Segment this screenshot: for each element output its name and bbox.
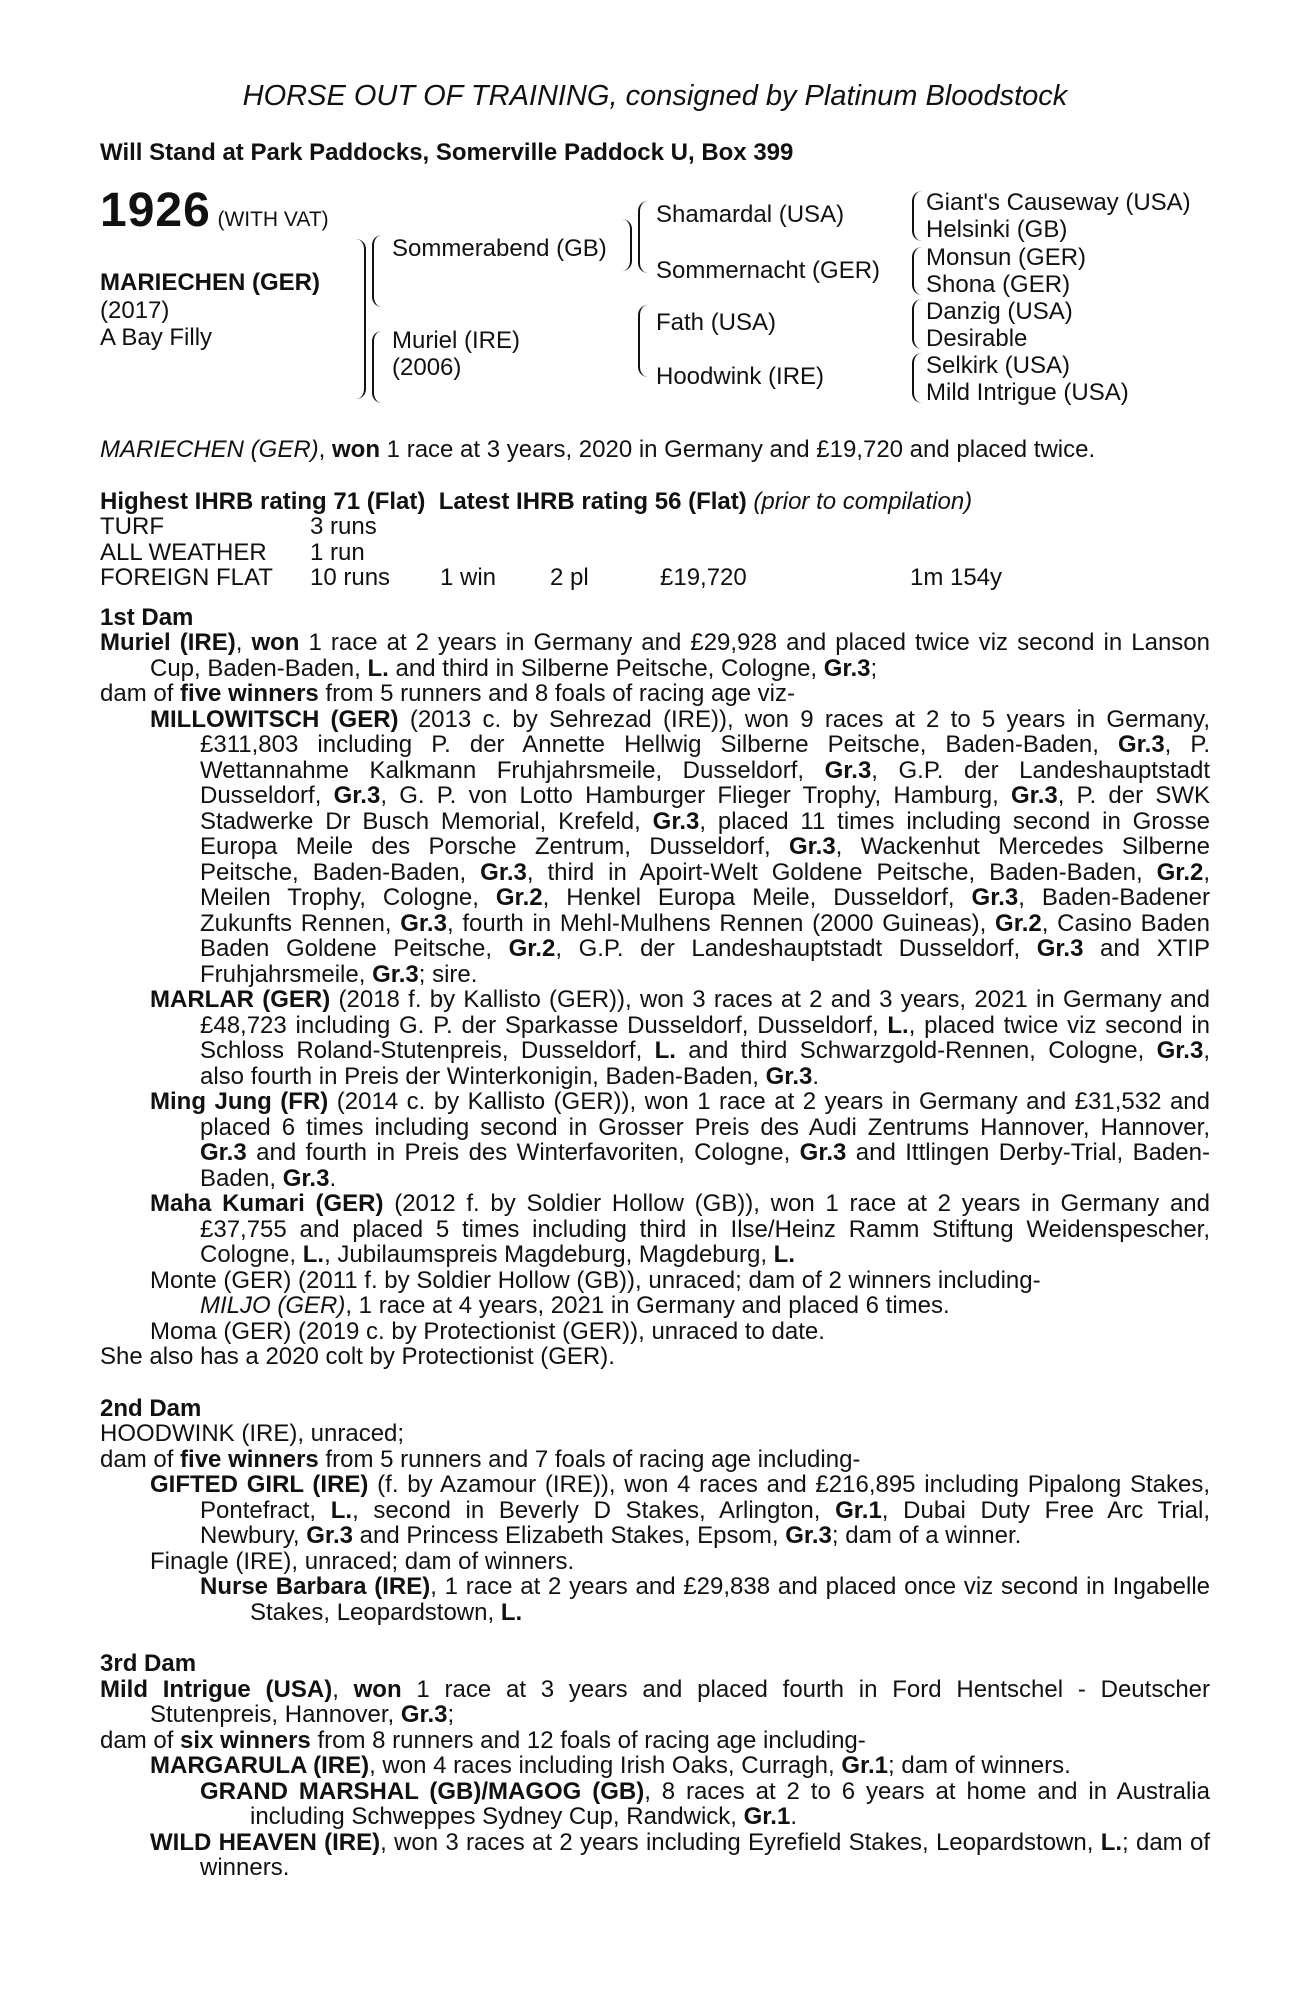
produce-entry: WILD HEAVEN (IRE), won 3 races at 2 years including Eyrefield Stakes, Leopardstown, L.; dam of winners. <box>150 1828 1210 1881</box>
brace <box>912 247 924 295</box>
produce-entry: Finagle (IRE), unraced; dam of winners. <box>150 1547 575 1575</box>
produce-subentry: Nurse Barbara (IRE), 1 race at 2 years and £29,838 and placed once viz second in Ingabelle Stakes, Leopardstown, L. <box>200 1573 1210 1626</box>
brace <box>638 201 652 273</box>
horse-desc: A Bay Filly <box>100 324 213 351</box>
brace <box>372 235 386 307</box>
ratings-table <box>100 514 1210 591</box>
dam1-produce-summary: dam of five winners from 5 runners and 8 foals of racing age viz- <box>100 680 796 707</box>
dam: Muriel (IRE) <box>392 327 521 354</box>
produce-subentry: GRAND MARSHAL (GB)/MAGOG (GB), 8 races at 2 to 6 years at home and in Australia including Schweppes Sydney Cup, Randwick, Gr.1. <box>200 1777 1210 1830</box>
produce-subentry: MILJO (GER), 1 race at 4 years, 2021 in Germany and placed 6 times. <box>200 1292 950 1319</box>
dam3-title: 3rd Dam <box>100 1650 197 1677</box>
produce-entry: MARGARULA (IRE), won 4 races including Irish Oaks, Curragh, Gr.1; dam of winners. <box>150 1752 1071 1779</box>
dam2-title: 2nd Dam <box>100 1394 202 1422</box>
brace <box>912 191 924 241</box>
dam1-title: 1st Dam <box>100 603 194 631</box>
stand-location: Will Stand at Park Paddocks, Somerville Paddock U, Box 399 <box>100 139 794 166</box>
vat-label: (WITH VAT) <box>217 208 329 231</box>
dss: Danzig (USA) <box>926 298 1073 325</box>
horse-name: MARIECHEN (GER) <box>100 269 320 296</box>
sss: Giant's Causeway (USA) <box>926 189 1191 216</box>
sire-sire: Shamardal (USA) <box>656 201 845 228</box>
ratings-row: ALL WEATHER 1 run <box>100 538 365 566</box>
brace <box>350 239 366 399</box>
produce-entry: Moma (GER) (2019 c. by Protectionist (GER)), unraced to date. <box>150 1317 825 1345</box>
brace <box>912 353 924 403</box>
produce-entry: Ming Jung (FR) (2014 c. by Kallisto (GER)), won 1 race at 2 years in Germany and £31,532 and placed 6 times including second in Grosser Preis des Audi Zentrums Hannover, Hannover, Gr.3 and fourth in Preis des Winterfavoriten, Cologne, Gr.3 and Ittlingen Derby-Trial, Baden-Baden, Gr.3. <box>150 1088 1210 1192</box>
page-heading: HORSE OUT OF TRAINING, consigned by Platinum Bloodstock <box>242 80 1068 112</box>
produce-entry: Maha Kumari (GER) (2012 f. by Soldier Hollow (GB)), won 1 race at 2 years in Germany and £37,755 and placed 5 times including third in Ilse/Heinz Ramm Stiftung Weidenspescher, Cologne, L., Jubilaumspreis Magdeburg, Magdeburg, L. <box>150 1190 1210 1268</box>
sdd: Shona (GER) <box>926 271 1071 298</box>
ratings-line: Highest IHRB rating 71 (Flat) Latest IHRB rating 56 (Flat) (prior to compilation) <box>100 487 973 515</box>
catalogue-page <box>100 80 1210 1881</box>
horse-year: (2017) <box>100 297 170 324</box>
dam2-produce-summary: dam of five winners from 5 runners and 7 foals of racing age including- <box>100 1445 861 1473</box>
dam3-produce-summary: dam of six winners from 8 runners and 12 foals of racing age including- <box>100 1726 866 1754</box>
sire-dam: Sommernacht (GER) <box>656 257 881 284</box>
brace <box>618 219 632 271</box>
dam-sire: Fath (USA) <box>656 309 777 336</box>
dam3-record: Mild Intrigue (USA), won 1 race at 3 years and placed fourth in Ford Hentschel - Deutscher Stutenpreis, Hannover, Gr.3; <box>100 1675 1211 1728</box>
brace <box>638 305 652 377</box>
lot-number: 1926 <box>100 184 211 237</box>
produce-entry: MILLOWITSCH (GER) (2013 c. by Sehrezad (IRE)), won 9 races at 2 to 5 years in Germany, £311,803 including P. der Annette Hellwig Silberne Peitsche, Baden-Baden, Gr.3, P. Wettannahme Kalkmann Fruhjahrsmeile, Dusseldorf, Gr.3, G.P. der Landeshauptstadt Dusseldorf, Gr.3, G. P. von Lotto Hamburger Flieger Trophy, Hamburg, Gr.3, P. der SWK Stadwerke Dr Busch Memorial, Krefeld, Gr.3, placed 11 times including second in Grosse Europa Meile des Porsche Zentrum, Dusseldorf, Gr.3, Wackenhut Mercedes Silberne Peitsche, Baden-Baden, Gr.3, third in Apoirt-Welt Goldene Peitsche, Baden-Baden, Gr.2, Meilen Trophy, Cologne, Gr.2, Henkel Europa Meile, Dusseldorf, Gr.3, Baden-Badener Zukunfts Rennen, Gr.3, fourth in Mehl-Mulhens Rennen (2000 Guineas), Gr.2, Casino Baden Baden Goldene Peitsche, Gr.2, G.P. der Landeshauptstadt Dusseldorf, Gr.3 and XTIP Fruhjahrsmeile, Gr.3; sire. <box>150 705 1211 988</box>
produce-note: She also has a 2020 colt by Protectionist (GER). <box>100 1343 615 1370</box>
dds: Selkirk (USA) <box>926 352 1071 379</box>
brace <box>372 331 386 403</box>
dsd: Desirable <box>926 325 1028 352</box>
ratings-row: TURF 3 runs <box>100 513 377 540</box>
sds: Monsun (GER) <box>926 244 1087 271</box>
dam-dam: Hoodwink (IRE) <box>656 363 825 390</box>
pedigree-block <box>100 184 1210 431</box>
dam1-record: Muriel (IRE), won 1 race at 2 years in Germany and £29,928 and placed twice viz second in Lanson Cup, Baden-Baden, L. and third in Silberne Peitsche, Cologne, Gr.3; <box>100 629 1210 682</box>
brace <box>912 299 924 349</box>
produce-entry: GIFTED GIRL (IRE) (f. by Azamour (IRE)), won 4 races and £216,895 including Pipalong Stakes, Pontefract, L., second in Beverly D Stakes, Arlington, Gr.1, Dubai Duty Free Arc Trial, Newbury, Gr.3 and Princess Elizabeth Stakes, Epsom, Gr.3; dam of a winner. <box>150 1471 1211 1549</box>
produce-entry: Monte (GER) (2011 f. by Soldier Hollow (GB)), unraced; dam of 2 winners including- <box>150 1266 1041 1294</box>
dam2-record: HOODWINK (IRE), unraced; <box>100 1420 405 1447</box>
race-summary: MARIECHEN (GER), won 1 race at 3 years, 2020 in Germany and £19,720 and placed twice. <box>100 436 1096 463</box>
ratings-row: FOREIGN FLAT 10 runs 1 win 2 pl £19,720 1m 154y <box>100 564 1003 591</box>
sire: Sommerabend (GB) <box>392 235 607 262</box>
ssd: Helsinki (GB) <box>926 216 1068 243</box>
ddd: Mild Intrigue (USA) <box>926 379 1129 406</box>
produce-entry: MARLAR (GER) (2018 f. by Kallisto (GER)), won 3 races at 2 and 3 years, 2021 in Germany and £48,723 including G. P. der Sparkasse Dusseldorf, Dusseldorf, L., placed twice viz second in Schloss Roland-Stutenpreis, Dusseldorf, L. and third Schwarzgold-Rennen, Cologne, Gr.3, also fourth in Preis der Winterkonigin, Baden-Baden, Gr.3. <box>150 986 1211 1090</box>
dam-year: (2006) <box>392 354 462 381</box>
